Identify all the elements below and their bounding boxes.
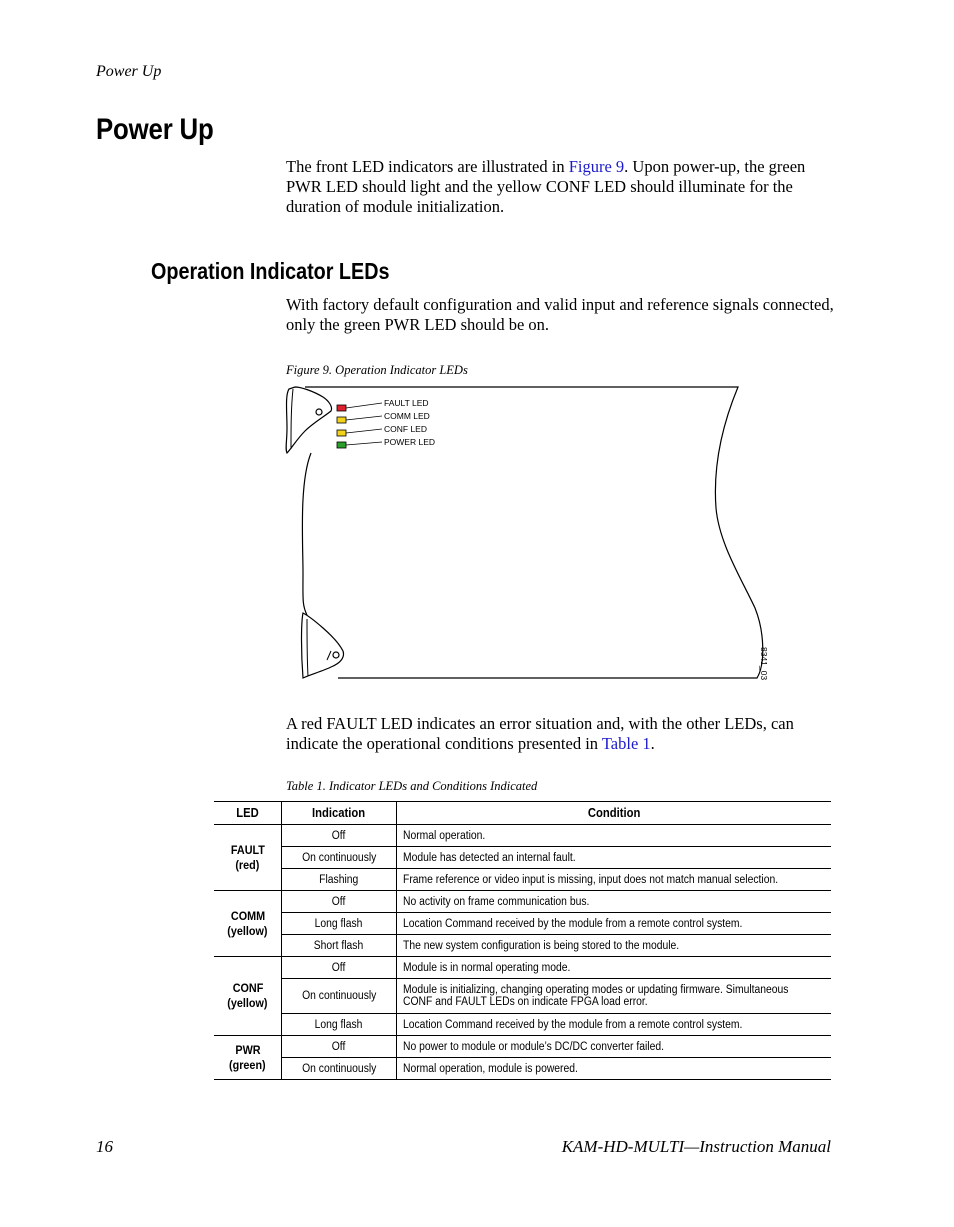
indication-cell: On continuously [282, 979, 396, 1014]
indication-cell: Long flash [282, 913, 396, 935]
condition-cell: Module has detected an internal fault. [396, 847, 831, 869]
indication-cell: Flashing [282, 869, 396, 891]
table-row [214, 935, 831, 957]
indicator-table [214, 801, 831, 1080]
indication-cell: Off [282, 957, 396, 979]
condition-cell: Location Command received by the module from a remote control system. [396, 913, 831, 935]
figure-id-code: 8341_03 [759, 647, 769, 681]
header-led: LED [214, 802, 282, 825]
manual-title: KAM-HD-MULTI—Instruction Manual [561, 1137, 831, 1156]
fault-leader [346, 403, 382, 408]
power-led-label: POWER LED [384, 437, 436, 447]
module-outline [305, 387, 763, 678]
intro-text-2: . Upon power-up, the green PWR LED should light and the yellow CONF LED should illuminate for the duration of module initialization. [286, 157, 806, 216]
table-row [214, 1014, 831, 1036]
indication-cell: Long flash [282, 1014, 396, 1036]
condition-cell: Module is initializing, changing operating modes or updating firmware. Simultaneous CONF and FAULT LEDs on indicate FPGA load error. [396, 979, 831, 1014]
top-ejector-hole [316, 409, 322, 415]
table-header-row [214, 802, 831, 825]
bottom-ejector-hole [333, 652, 339, 658]
running-head: Power Up [96, 63, 162, 80]
indication-cell: Off [282, 825, 396, 847]
conf-leader [346, 429, 382, 433]
table-row [214, 1036, 831, 1058]
comm-leader [346, 416, 382, 420]
fault-led [337, 405, 346, 411]
comm-led [337, 417, 346, 423]
page-title: Power Up [96, 113, 214, 146]
indication-cell: Short flash [282, 935, 396, 957]
fault-led-label: FAULT LED [384, 398, 429, 408]
table-row [214, 957, 831, 979]
table-caption: Table 1. Indicator LEDs and Conditions Indicated [286, 779, 538, 793]
indication-cell: Off [282, 891, 396, 913]
led-comm-cell: COMM (yellow) [214, 891, 282, 957]
condition-cell: Module is in normal operating mode. [396, 957, 831, 979]
table-row [214, 979, 831, 1014]
led-fault-cell: FAULT (red) [214, 825, 282, 891]
table-row [214, 913, 831, 935]
comm-led-label: COMM LED [384, 411, 430, 421]
page-number: 16 [96, 1137, 113, 1156]
section-paragraph: With factory default configuration and valid input and reference signals connected, only the green PWR LED should be on. [286, 295, 834, 334]
condition-cell: Normal operation. [396, 825, 831, 847]
led-conf-cell: CONF (yellow) [214, 957, 282, 1036]
condition-cell: No power to module or module’s DC/DC converter failed. [396, 1036, 831, 1058]
header-indication: Indication [282, 802, 396, 825]
operation-indicator-figure [283, 383, 773, 683]
module-front-drawing [283, 383, 773, 683]
table-intro-text-2: . [650, 734, 655, 753]
table-row [214, 891, 831, 913]
indication-cell: On continuously [282, 1058, 396, 1080]
table-1-link[interactable]: Table 1 [601, 734, 651, 753]
section-heading: Operation Indicator LEDs [151, 258, 390, 284]
module-left-edge [302, 453, 311, 615]
condition-cell: Frame reference or video input is missing, input does not match manual selection. [396, 869, 831, 891]
condition-cell: Normal operation, module is powered. [396, 1058, 831, 1080]
table-row [214, 847, 831, 869]
table-intro-paragraph [286, 714, 834, 754]
indication-cell: Off [282, 1036, 396, 1058]
condition-cell: The new system configuration is being stored to the module. [396, 935, 831, 957]
led-pwr-cell: PWR (green) [214, 1036, 282, 1080]
power-led [337, 442, 346, 448]
indication-cell: On continuously [282, 847, 396, 869]
top-ejector [286, 387, 331, 453]
header-condition: Condition [396, 802, 831, 825]
intro-text-1: The front LED indicators are illustrated in [286, 157, 569, 176]
table-row [214, 1058, 831, 1080]
table-row [214, 825, 831, 847]
conf-led-label: CONF LED [384, 424, 427, 434]
condition-cell: No activity on frame communication bus. [396, 891, 831, 913]
condition-cell: Location Command received by the module from a remote control system. [396, 1014, 831, 1036]
figure-9-link[interactable]: Figure 9 [568, 157, 625, 176]
intro-paragraph [286, 157, 834, 217]
table-row [214, 869, 831, 891]
figure-caption: Figure 9. Operation Indicator LEDs [286, 363, 468, 377]
table-intro-text-1: A red FAULT LED indicates an error situation and, with the other LEDs, can indicate the operational conditions presented in [286, 714, 794, 753]
power-leader [346, 442, 382, 445]
conf-led [337, 430, 346, 436]
